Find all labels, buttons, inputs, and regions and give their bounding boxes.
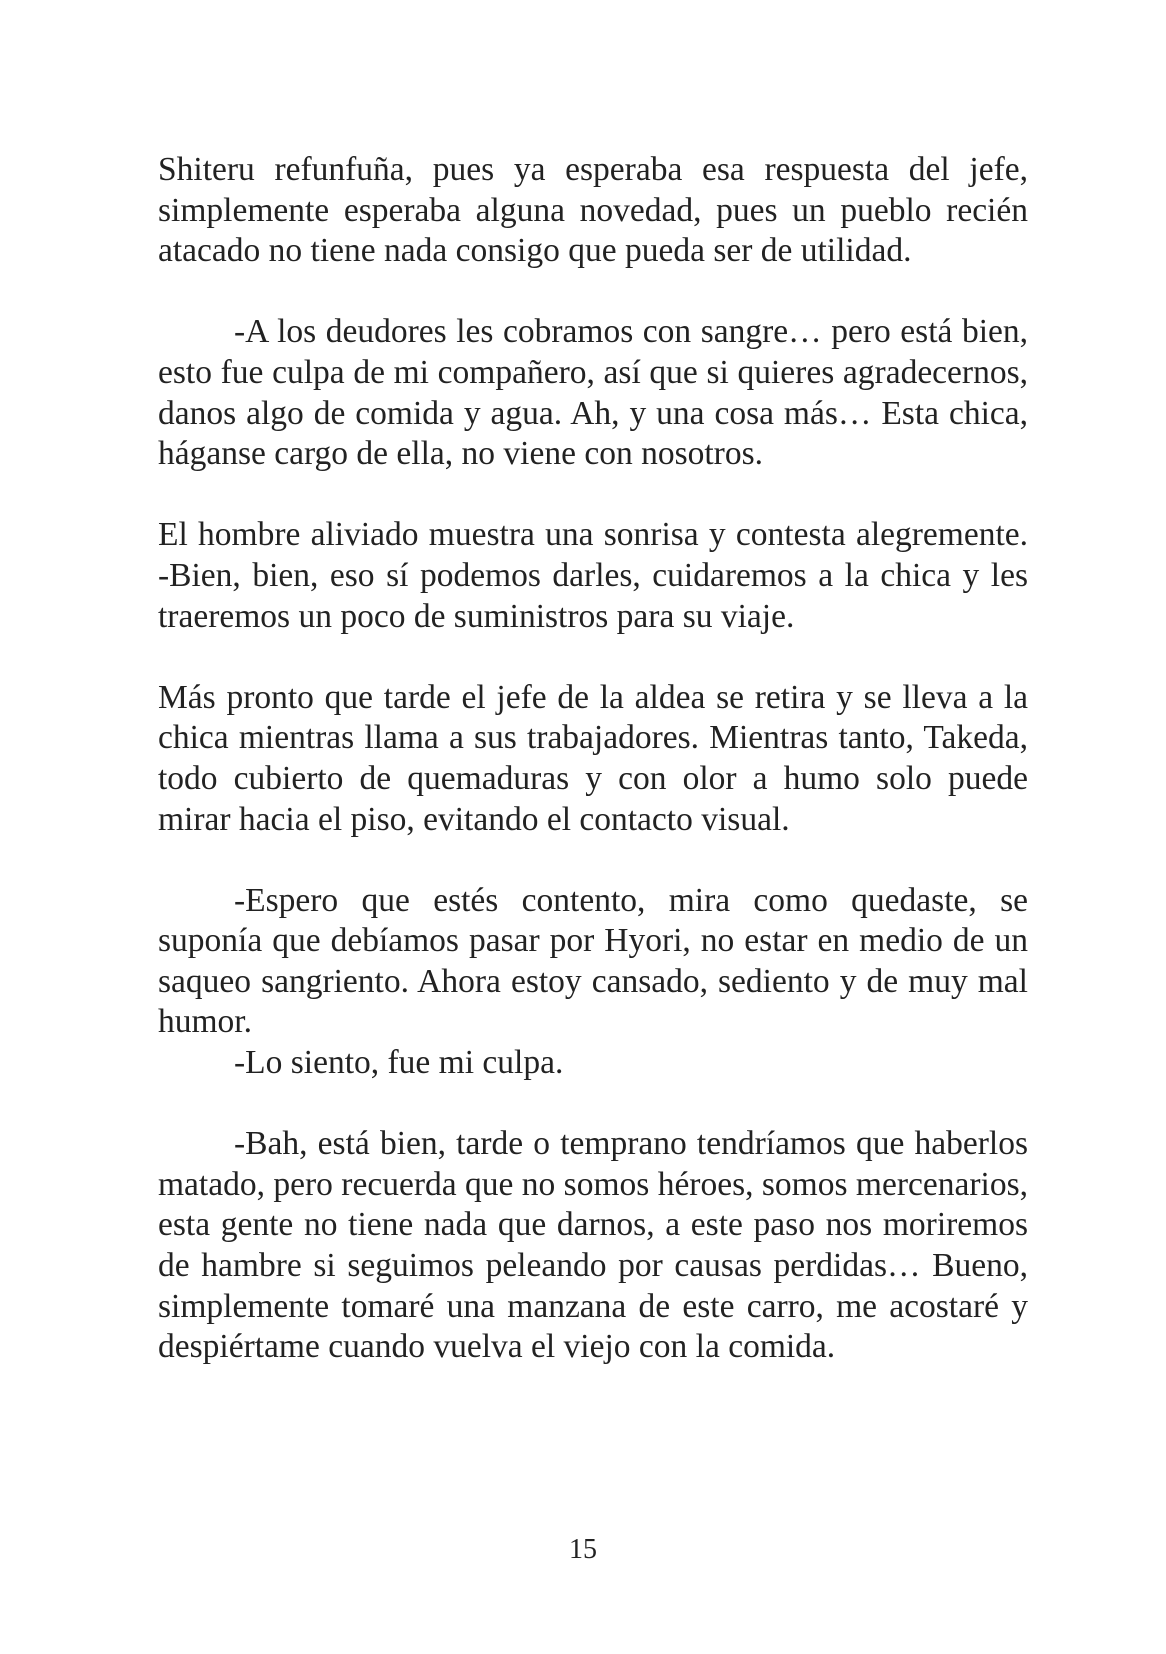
- paragraph-dialogue-3: -Lo siento, fue mi culpa.: [234, 1044, 564, 1082]
- paragraph-narration-1: Shiteru refunfuña, pues ya esperaba esa respuesta del jefe, simplemente esperaba alguna novedad, pues un pueblo recién atacado no tiene nada consigo que pueda ser de utilidad.: [158, 151, 1028, 270]
- paragraph-narration-2: El hombre aliviado muestra una sonrisa y contesta alegremente. -Bien, bien, eso sí podemos darles, cuidaremos a la chica y les traeremos un poco de suministros para su viaje.: [158, 516, 1028, 635]
- body-text: [158, 150, 1028, 1368]
- paragraph-narration-3: Más pronto que tarde el jefe de la aldea se retira y se lleva a la chica mientras llama a sus trabajadores. Mientras tanto, Takeda, todo cubierto de quemaduras y con olor a humo solo puede mirar hacia el piso, evitando el contacto visual.: [158, 678, 1028, 838]
- page-number: 15: [569, 1534, 597, 1565]
- paragraph-dialogue-2: -Espero que estés contento, mira como quedaste, se suponía que debíamos pasar por Hyori, no estar en medio de un saqueo sangriento. Ahora estoy cansado, sediento y de muy mal humor.: [158, 881, 1028, 1041]
- paragraph-dialogue-4: -Bah, está bien, tarde o temprano tendríamos que haberlos matado, pero recuerda que no somos héroes, somos mercenarios, esta gente no tiene nada que darnos, a este paso nos moriremos de hambre si seguimos peleando por causas perdidas… Bueno, simplemente tomaré una manzana de este carro, me acostaré y despiértame cuando vuelva el viejo con la comida.: [158, 1125, 1028, 1366]
- paragraph-dialogue-1: -A los deudores les cobramos con sangre… pero está bien, esto fue culpa de mi compañero, así que si quieres agradecernos, danos algo de comida y agua. Ah, y una cosa más… Esta chica, háganse cargo de ella, no viene con nosotros.: [158, 313, 1028, 473]
